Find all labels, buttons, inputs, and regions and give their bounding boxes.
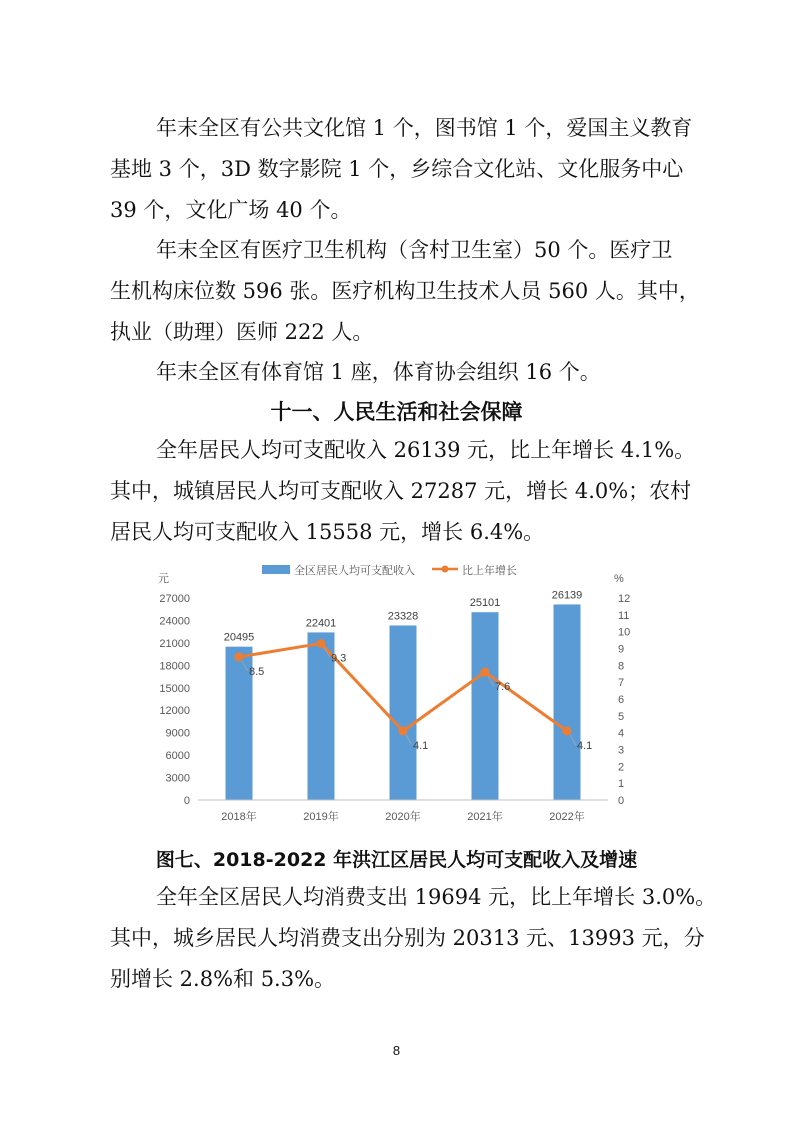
left-tick-label: 6000 [165,750,190,763]
growth-value-label: 9.3 [331,652,347,665]
growth-point [399,726,408,735]
growth-value-label: 4.1 [413,739,429,752]
right-tick-label: 8 [618,660,625,673]
section-title: 十一、人民生活和社会保障 [270,400,523,424]
health-line: 年末全区有医疗卫生机构（含村卫生室）50 个。医疗卫 [156,238,673,262]
bar-value-label: 22401 [305,617,337,630]
right-tick-label: 5 [618,710,625,723]
consumption-line: 别增长 2.8%和 5.3%。 [110,967,336,991]
left-tick-label: 18000 [159,660,190,673]
page-number: 8 [392,1043,401,1058]
income-line: 居民人均可支配收入 15558 元，增长 6.4%。 [110,520,545,544]
left-tick-label: 24000 [159,615,190,628]
right-tick-label: 3 [618,744,625,757]
left-axis-unit: 元 [158,573,169,585]
right-tick-label: 7 [618,677,625,690]
right-tick-label: 2 [618,761,625,774]
health-line: 生机构床位数 596 张。医疗机构卫生技术人员 560 人。其中， [110,279,700,303]
legend-bar-label: 全区居民人均可支配收入 [294,565,415,577]
right-tick-label: 10 [618,626,631,639]
health-paragraph [110,230,700,353]
income-bar [472,612,499,800]
income-line: 全年居民人均可支配收入 26139 元，比上年增长 4.1%。 [156,438,696,462]
right-tick-label: 9 [618,643,625,656]
growth-point [235,652,244,661]
legend-bar-swatch [262,565,290,574]
right-tick-label: 12 [618,593,631,605]
income-line: 其中，城镇居民人均可支配收入 27287 元，增长 4.0%；农村 [110,479,692,503]
consumption-line: 全年全区居民人均消费支出 19694 元，比上年增长 3.0%。 [156,885,717,909]
sports-line: 年末全区有体育馆 1 座，体育协会组织 16 个。 [156,360,601,384]
right-tick-label: 0 [618,795,625,807]
bar-value-label: 25101 [469,597,501,610]
growth-value-label: 8.5 [249,665,265,678]
x-tick-label: 2020年 [385,811,421,823]
right-tick-label: 11 [618,609,630,622]
legend-line-label: 比上年增长 [462,565,517,577]
income-bar [554,604,581,800]
right-tick-label: 6 [618,694,625,706]
figure-caption: 图七、2018-2022 年洪江区居民人均可支配收入及增速 [155,849,638,871]
growth-value-label: 4.1 [577,739,593,752]
income-bar [390,625,417,800]
left-tick-label: 15000 [159,682,190,695]
growth-value-label: 7.6 [495,681,511,694]
right-tick-label: 4 [618,727,625,740]
sports-paragraph [110,352,690,393]
x-tick-label: 2018年 [221,811,257,823]
legend-line-marker [442,566,449,573]
left-tick-label: 3000 [165,772,190,785]
bar-value-label: 20495 [223,631,255,644]
growth-point [317,639,326,648]
left-tick-label: 27000 [159,593,190,605]
left-tick-label: 12000 [159,705,190,718]
x-tick-label: 2019年 [303,811,339,823]
bar-value-label: 23328 [387,610,419,623]
growth-point [481,668,490,677]
consumption-paragraph [110,877,717,1000]
right-axis-unit: % [614,573,624,585]
left-tick-label: 9000 [165,727,190,740]
consumption-line: 其中，城乡居民人均消费支出分别为 20313 元、13993 元，分 [110,926,705,950]
left-tick-label: 21000 [159,637,190,650]
chart-legend [262,563,517,577]
left-tick-label: 0 [183,795,190,807]
income-chart [140,560,650,830]
culture-line: 基地 3 个，3D 数字影院 1 个，乡综合文化站、文化服务中心 [110,157,684,181]
income-paragraph [110,430,696,553]
culture-line: 年末全区有公共文化馆 1 个，图书馆 1 个，爱国主义教育 [156,116,693,140]
culture-paragraph [110,108,693,231]
x-tick-label: 2021年 [467,811,503,823]
health-line: 执业（助理）医师 222 人。 [110,320,374,344]
culture-line: 39 个，文化广场 40 个。 [110,198,352,222]
growth-point [563,726,572,735]
x-tick-label: 2022年 [549,811,585,823]
bar-value-label: 26139 [551,589,583,602]
right-tick-label: 1 [618,778,625,791]
